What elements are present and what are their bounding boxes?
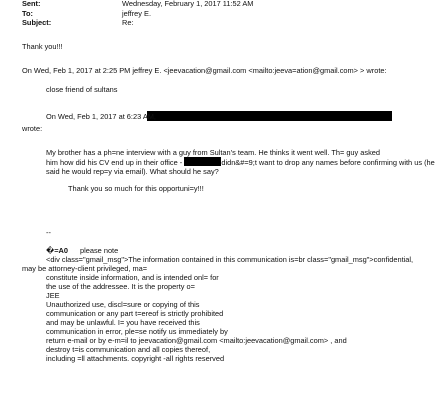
reply-text: Thank you!!! xyxy=(22,42,63,51)
quote2-line-2-end: didn&#=9;t want to drop any names before confirming with us (he xyxy=(221,158,435,168)
subject-label: Subject: xyxy=(22,18,52,28)
disclaimer-line: return e-mail or by e-m=il to jeevacation@gmail.com <mailto:jeevacation@gmail.com> , and xyxy=(46,336,347,346)
sent-value: Wednesday, February 1, 2017 11:52 AM xyxy=(122,0,254,8)
disclaimer-line: including =ll attachments. copyright -all rights reserved xyxy=(46,354,225,364)
note-mark: �=A0 xyxy=(46,246,68,255)
disclaimer-line: the use of the addressee. It is the property o= xyxy=(46,282,195,292)
redaction-inline xyxy=(184,157,221,166)
quote2-line-2-start: him how did his CV end up in their office - xyxy=(46,158,183,168)
header-sent-row xyxy=(22,0,392,9)
disclaimer-line: constitute inside information, and is intended onl= for xyxy=(46,273,219,283)
sent-label: Sent: xyxy=(22,0,41,8)
quote1-attribution: On Wed, Feb 1, 2017 at 2:25 PM jeffrey E. <jeevacation@gmail.com <mailto:jeeva=ation@gmail.com> > wrote: xyxy=(22,66,387,75)
disclaimer-line: and may be unlawful. I= you have received this xyxy=(46,318,200,328)
disclaimer-line: communication in error, ple=se notify us immediately by xyxy=(46,327,228,337)
quote2-line-2 xyxy=(46,157,435,168)
to-value: jeffrey E. xyxy=(122,8,152,18)
disclaimer-line: communication or any part t=ereof is strictly prohibited xyxy=(46,309,224,319)
quote2-thanks: Thank you so much for this opportuni=y!!! xyxy=(68,184,204,193)
quote2-attribution-start: On Wed, Feb 1, 2017 at 6:23 AM, xyxy=(46,112,156,121)
disclaimer-line: JEE xyxy=(46,291,60,301)
quote2-attribution-end: wrote: xyxy=(22,124,43,133)
disclaimer-line: destroy t=is communication and all copies thereof, xyxy=(46,345,211,355)
signature-disclaimer xyxy=(22,255,414,364)
quote2-line-1: My brother has a ph=ne interview with a guy from Sultan's team. He thinks it went well. Th= guy asked xyxy=(46,148,381,157)
disclaimer-line: <div class="gmail_msg">The information contained in this communication is=br class="gmail_msg">confidential, xyxy=(46,255,414,264)
signature-dash: -- xyxy=(46,228,51,237)
header-subject-row xyxy=(22,18,392,28)
note-text: please note xyxy=(80,246,119,255)
to-label: To: xyxy=(22,8,33,18)
redaction-bar xyxy=(147,111,392,121)
quote2-line-3: said he would rep=y via email). What should he say? xyxy=(46,167,219,177)
disclaimer-line: may be attorney-client privileged, ma= xyxy=(22,264,148,274)
quote2-paragraph xyxy=(46,148,435,177)
quote1-body: close friend of sultans xyxy=(46,85,118,94)
disclaimer-line: Unauthorized use, discl=sure or copying of this xyxy=(46,300,200,310)
subject-value: Re: xyxy=(122,18,134,28)
email-header xyxy=(22,0,392,28)
header-to-row xyxy=(22,9,392,19)
signature-note xyxy=(46,246,118,255)
